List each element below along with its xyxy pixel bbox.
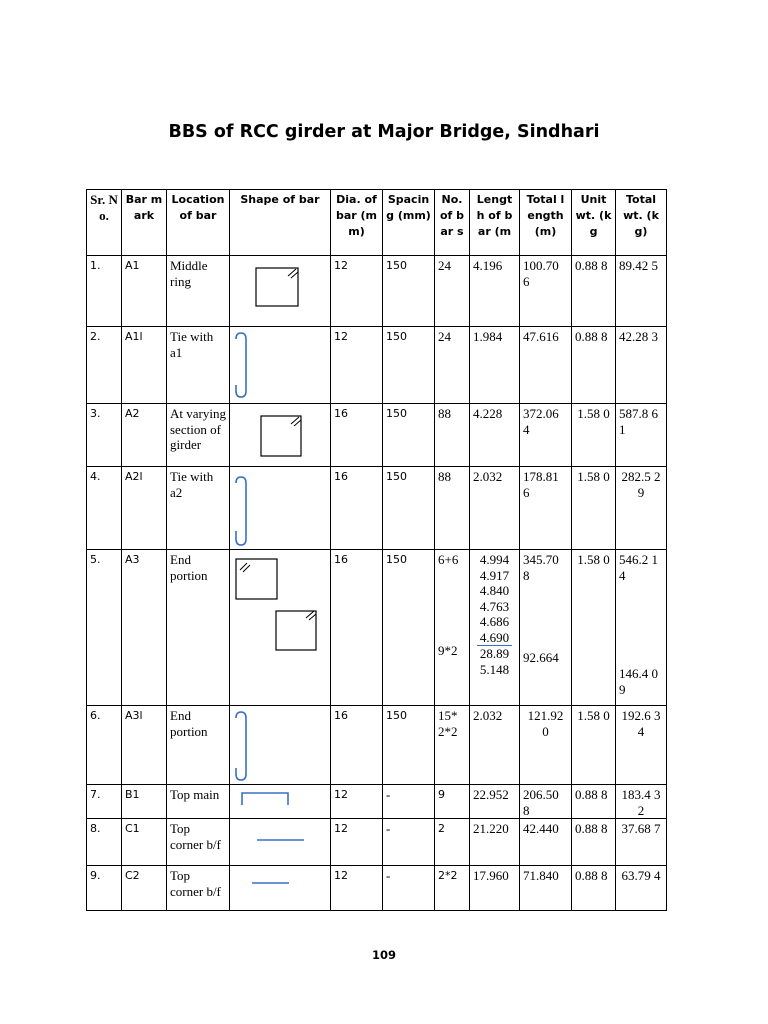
cell-length: 4.228 bbox=[470, 404, 520, 467]
cell-nos: 15* 2*2 bbox=[435, 706, 470, 785]
u-bar-shape-icon bbox=[230, 785, 330, 815]
cell-unit-wt: 1.58 0 bbox=[572, 550, 616, 706]
table-row bbox=[87, 866, 667, 911]
table-row bbox=[87, 404, 667, 467]
table-row bbox=[87, 467, 667, 550]
cell-sr: 4. bbox=[87, 467, 122, 550]
cell-location: Middle ring bbox=[167, 256, 230, 327]
cell-spacing: 150 bbox=[383, 327, 435, 404]
cell-total-length bbox=[520, 550, 572, 706]
cell-dia: 16 bbox=[331, 706, 383, 785]
cell-location: Top corner b/f bbox=[167, 819, 230, 866]
cell-unit-wt: 0.88 8 bbox=[572, 819, 616, 866]
cell-total-wt: 282.5 29 bbox=[616, 467, 667, 550]
header-total-length: Total length (m) bbox=[520, 190, 572, 256]
cell-spacing: - bbox=[383, 819, 435, 866]
cell-unit-wt: 0.88 8 bbox=[572, 866, 616, 911]
cell-sr: 7. bbox=[87, 785, 122, 819]
cell-length: 1.984 bbox=[470, 327, 520, 404]
cell-length: 22.952 bbox=[470, 785, 520, 819]
cell-length: 21.220 bbox=[470, 819, 520, 866]
cell-length bbox=[470, 550, 520, 706]
cell-unit-wt: 0.88 8 bbox=[572, 785, 616, 819]
cell-sr: 3. bbox=[87, 404, 122, 467]
header-location: Location of bar bbox=[167, 190, 230, 256]
cell-spacing: 150 bbox=[383, 404, 435, 467]
straight-bar-shape-icon bbox=[230, 819, 330, 865]
cell-shape bbox=[230, 785, 331, 819]
cell-dia: 16 bbox=[331, 550, 383, 706]
cell-total-length: 71.840 bbox=[520, 866, 572, 911]
straight-bar-short-shape-icon bbox=[230, 866, 330, 910]
cell-location: End portion bbox=[167, 706, 230, 785]
cell-shape bbox=[230, 866, 331, 911]
double-square-hook-shape-icon bbox=[230, 550, 330, 705]
cell-total-length: 372.06 4 bbox=[520, 404, 572, 467]
cell-nos: 2*2 bbox=[435, 866, 470, 911]
cell-location: Top corner b/f bbox=[167, 866, 230, 911]
length-value: 5.148 bbox=[479, 661, 510, 677]
cell-total-wt bbox=[616, 550, 667, 706]
cell-dia: 12 bbox=[331, 866, 383, 911]
cell-total-wt: 183.4 32 bbox=[616, 785, 667, 819]
length-value: 4.994 bbox=[479, 552, 510, 567]
table-row bbox=[87, 785, 667, 819]
cell-location: End portion bbox=[167, 550, 230, 706]
length-value: 28.89 bbox=[479, 646, 510, 661]
cell-spacing: - bbox=[383, 866, 435, 911]
total-wt-value: 546.2 14 bbox=[619, 552, 658, 583]
cell-nos: 24 bbox=[435, 256, 470, 327]
cell-total-length: 47.616 bbox=[520, 327, 572, 404]
cell-dia: 12 bbox=[331, 256, 383, 327]
cell-sr: 9. bbox=[87, 866, 122, 911]
bbs-table bbox=[86, 189, 667, 911]
cell-shape bbox=[230, 819, 331, 866]
cell-sr: 5. bbox=[87, 550, 122, 706]
cell-dia: 16 bbox=[331, 467, 383, 550]
length-value: 4.840 bbox=[479, 583, 510, 598]
document-title: BBS of RCC girder at Major Bridge, Sindhari bbox=[168, 122, 600, 142]
square-hook-shape-icon bbox=[230, 404, 330, 466]
cell-sr: 2. bbox=[87, 327, 122, 404]
cell-total-length: 178.81 6 bbox=[520, 467, 572, 550]
page-number: 109 bbox=[371, 948, 396, 962]
cell-spacing: 150 bbox=[383, 467, 435, 550]
cell-dia: 12 bbox=[331, 819, 383, 866]
header-spacing: Spacin g (mm) bbox=[383, 190, 435, 256]
cell-unit-wt: 0.88 8 bbox=[572, 327, 616, 404]
table-row bbox=[87, 550, 667, 706]
cell-spacing: - bbox=[383, 785, 435, 819]
cell-total-wt: 587.8 61 bbox=[616, 404, 667, 467]
header-length: Length of bar (m bbox=[470, 190, 520, 256]
cell-sr: 8. bbox=[87, 819, 122, 866]
cell-total-length: 100.70 6 bbox=[520, 256, 572, 327]
cell-location: Top main bbox=[167, 785, 230, 819]
cell-mark: C2 bbox=[122, 866, 167, 911]
cell-length: 2.032 bbox=[470, 706, 520, 785]
header-sr-no: Sr. No. bbox=[87, 190, 122, 256]
cell-total-wt: 89.42 5 bbox=[616, 256, 667, 327]
tie-hook-shape-icon bbox=[230, 706, 330, 784]
cell-shape bbox=[230, 404, 331, 467]
cell-sr: 6. bbox=[87, 706, 122, 785]
cell-nos: 2 bbox=[435, 819, 470, 866]
header-nos: No. of bar s bbox=[435, 190, 470, 256]
cell-location: Tie with a2 bbox=[167, 467, 230, 550]
cell-shape bbox=[230, 256, 331, 327]
cell-shape bbox=[230, 467, 331, 550]
table-row bbox=[87, 256, 667, 327]
table-header-row bbox=[87, 190, 667, 256]
cell-spacing: 150 bbox=[383, 706, 435, 785]
cell-mark: A2l bbox=[122, 467, 167, 550]
cell-dia: 16 bbox=[331, 404, 383, 467]
header-dia: Dia. of bar (mm) bbox=[331, 190, 383, 256]
cell-total-wt: 37.68 7 bbox=[616, 819, 667, 866]
cell-spacing: 150 bbox=[383, 256, 435, 327]
cell-dia: 12 bbox=[331, 327, 383, 404]
table-row bbox=[87, 706, 667, 785]
cell-length: 17.960 bbox=[470, 866, 520, 911]
nos-extra-value: 9*2 bbox=[438, 642, 458, 658]
cell-location: Tie with a1 bbox=[167, 327, 230, 404]
tie-hook-shape-icon bbox=[230, 467, 330, 549]
length-value: 4.686 bbox=[479, 614, 510, 629]
cell-total-wt: 192.6 34 bbox=[616, 706, 667, 785]
cell-mark: A3 bbox=[122, 550, 167, 706]
cell-total-wt: 63.79 4 bbox=[616, 866, 667, 911]
cell-sr: 1. bbox=[87, 256, 122, 327]
cell-shape bbox=[230, 327, 331, 404]
length-value: 4.690 bbox=[477, 630, 512, 647]
cell-total-length: 42.440 bbox=[520, 819, 572, 866]
cell-nos: 24 bbox=[435, 327, 470, 404]
cell-nos: 88 bbox=[435, 404, 470, 467]
cell-mark: A1l bbox=[122, 327, 167, 404]
cell-total-length: 121.92 0 bbox=[520, 706, 572, 785]
cell-total-wt: 42.28 3 bbox=[616, 327, 667, 404]
length-value: 4.917 bbox=[479, 567, 510, 583]
table-row bbox=[87, 819, 667, 866]
cell-shape bbox=[230, 550, 331, 706]
cell-mark: A1 bbox=[122, 256, 167, 327]
cell-shape bbox=[230, 706, 331, 785]
cell-location: At varying section of girder bbox=[167, 404, 230, 467]
cell-spacing: 150 bbox=[383, 550, 435, 706]
header-unit-wt: Unit wt. (kg bbox=[572, 190, 616, 256]
cell-mark: C1 bbox=[122, 819, 167, 866]
cell-dia: 12 bbox=[331, 785, 383, 819]
cell-length: 4.196 bbox=[470, 256, 520, 327]
header-total-wt: Total wt. (kg) bbox=[616, 190, 667, 256]
square-hook-shape-icon bbox=[230, 256, 330, 326]
cell-unit-wt: 1.58 0 bbox=[572, 404, 616, 467]
length-value: 4.763 bbox=[479, 598, 510, 614]
header-bar-mark: Bar mark bbox=[122, 190, 167, 256]
header-shape: Shape of bar bbox=[230, 190, 331, 256]
table-row bbox=[87, 327, 667, 404]
nos-value: 6+6 bbox=[438, 552, 459, 567]
cell-nos bbox=[435, 550, 470, 706]
total-length-extra-value: 92.664 bbox=[523, 650, 559, 665]
cell-mark: A2 bbox=[122, 404, 167, 467]
cell-unit-wt: 0.88 8 bbox=[572, 256, 616, 327]
total-length-value: 345.70 8 bbox=[523, 552, 559, 583]
cell-total-length: 206.50 8 bbox=[520, 785, 572, 819]
cell-unit-wt: 1.58 0 bbox=[572, 706, 616, 785]
cell-unit-wt: 1.58 0 bbox=[572, 467, 616, 550]
cell-mark: A3l bbox=[122, 706, 167, 785]
cell-nos: 9 bbox=[435, 785, 470, 819]
cell-nos: 88 bbox=[435, 467, 470, 550]
cell-mark: B1 bbox=[122, 785, 167, 819]
total-wt-extra-value: 146.4 09 bbox=[619, 666, 658, 697]
cell-length: 2.032 bbox=[470, 467, 520, 550]
tie-hook-shape-icon bbox=[230, 327, 330, 403]
